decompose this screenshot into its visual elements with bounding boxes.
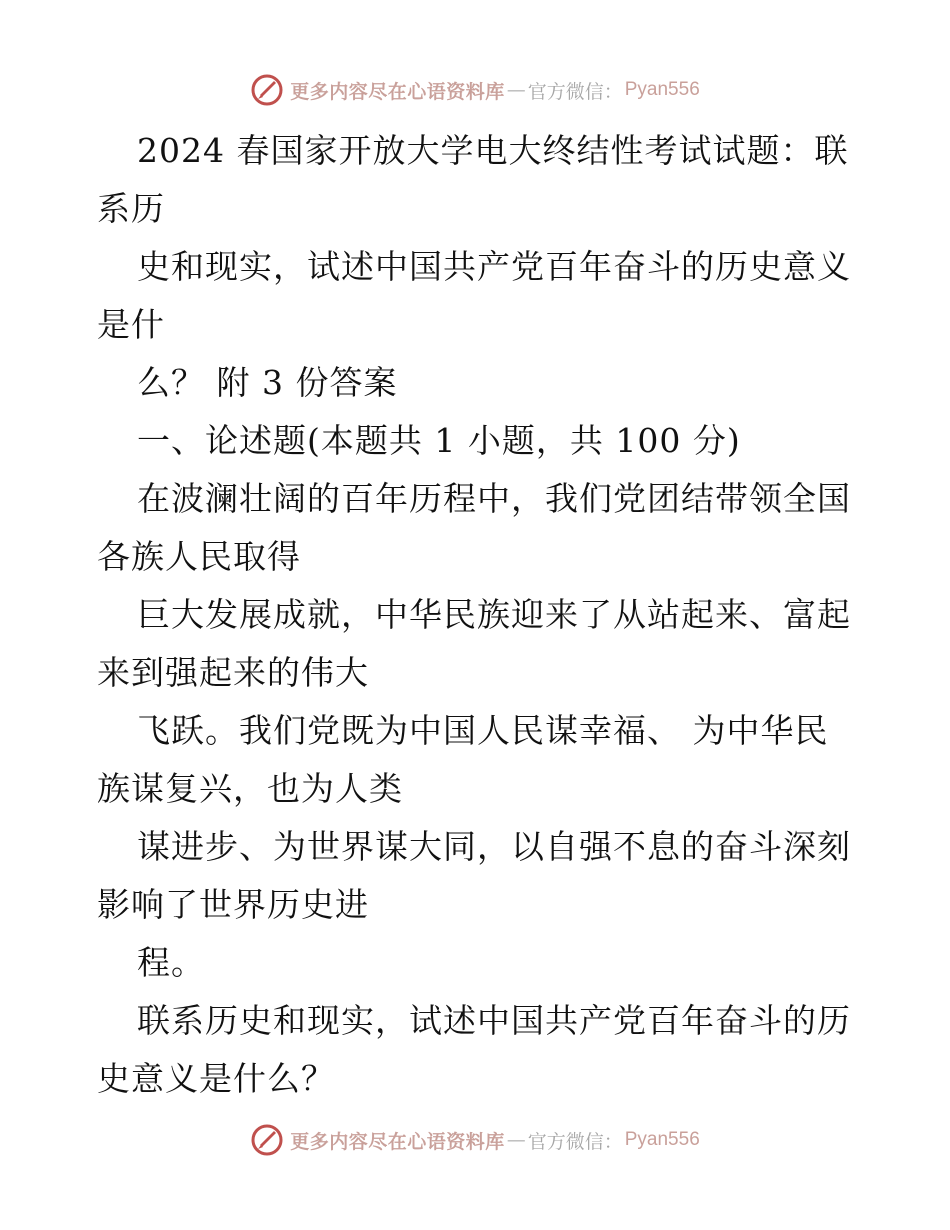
paragraph-line: 谋进步、为世界谋大同，以自强不息的奋斗深刻: [137, 827, 851, 866]
banner-separator: —: [506, 1129, 526, 1151]
banner-separator: —: [506, 79, 526, 101]
wechat-label: 官方微信：: [527, 80, 623, 103]
question-line: 史意义是什么？: [97, 1059, 335, 1098]
title-line-2: 系历: [97, 189, 165, 228]
wechat-id: Pyan556: [624, 79, 700, 100]
paragraph-line: 在波澜壮阔的百年历程中，我们党团结带领全国: [137, 479, 851, 518]
paragraph-line: 来到强起来的伟大: [97, 653, 369, 692]
header-banner: [0, 70, 950, 110]
paragraph-line: 巨大发展成就，中华民族迎来了从站起来、富起: [137, 595, 851, 634]
title-line-3: 史和现实，试述中国共产党百年奋斗的历史意义: [137, 247, 851, 286]
banner-text: 更多内容尽在心语资料库: [290, 80, 505, 103]
title-line-5: 么？ 附 3 份答案: [137, 363, 398, 402]
brush-logo-icon: [250, 73, 284, 107]
paragraph-line: 族谋复兴，也为人类: [97, 769, 403, 808]
title-line-1: 2024 春国家开放大学电大终结性考试试题：联: [137, 131, 849, 170]
banner-text: 更多内容尽在心语资料库: [290, 1130, 505, 1153]
paragraph-line: 各族人民取得: [97, 537, 301, 576]
wechat-id: Pyan556: [624, 1129, 700, 1150]
document-body: [97, 122, 857, 1108]
title-line-4: 是什: [97, 305, 165, 344]
paragraph-line: 程。: [137, 943, 205, 982]
paragraph-line: 影响了世界历史进: [97, 885, 369, 924]
brush-logo-icon: [250, 1123, 284, 1157]
paragraph-line: 飞跃。我们党既为中国人民谋幸福、 为中华民: [137, 711, 829, 750]
question-line: 联系历史和现实，试述中国共产党百年奋斗的历: [137, 1001, 851, 1040]
footer-banner: [0, 1120, 950, 1160]
wechat-label: 官方微信：: [527, 1130, 623, 1153]
section-heading: 一、论述题(本题共 1 小题，共 100 分): [137, 421, 741, 460]
